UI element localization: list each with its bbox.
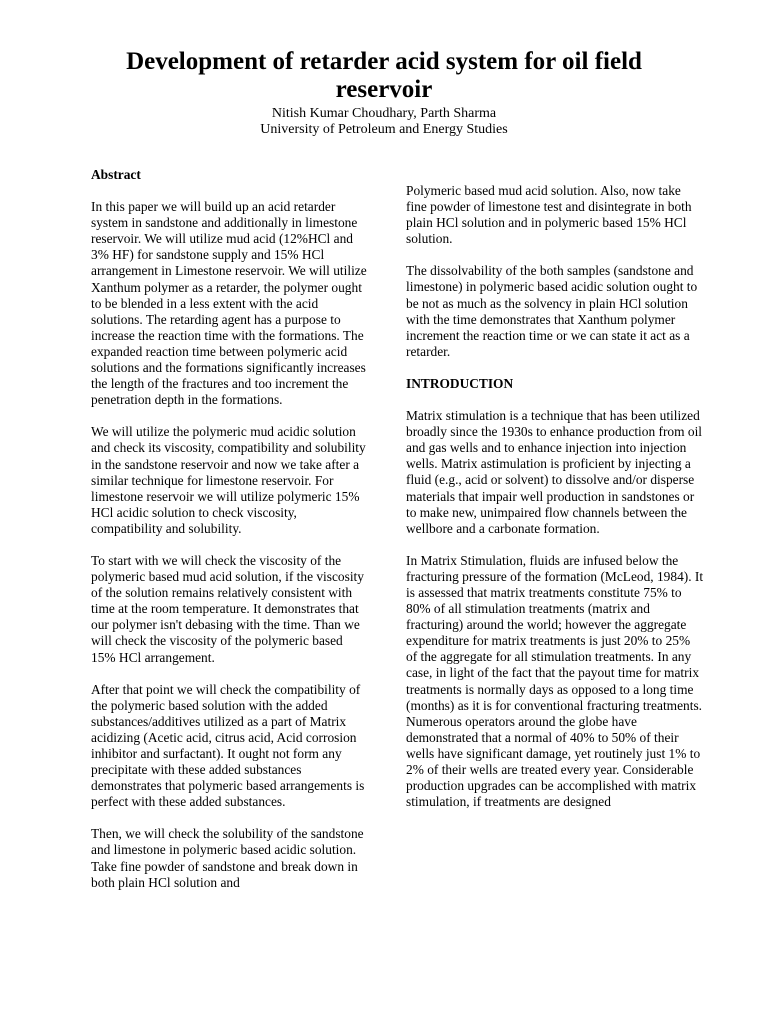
abstract-paragraph-1: In this paper we will build up an acid retarder system in sandstone and additionally in limestone reservoir. We will utilize mud acid (12%HCl and 3% HF) for sandstone supply and 15% HCl arrangement in Limestone reservoir. We will utilize Xanthum polymer as a retarder, the polymer ought to be blended in a less extent with the acid solutions. The retarding agent has a purpose to increase the reaction time with the formations. The expanded reaction time between polymeric acid solutions and the formations significantly increases the length of the fractures and too increment the penetration depth in the formations. — [91, 199, 367, 408]
left-column — [91, 167, 369, 907]
abstract-heading: Abstract — [91, 167, 141, 182]
introduction-paragraph-2: In Matrix Stimulation, fluids are infused below the fracturing pressure of the formation (McLeod, 1984). It is assessed that matrix treatments constitute 75% to 80% of all stimulation treatments (matrix and fracturing) around the world; however the aggregate expenditure for matrix treatments is just 20% to 25% of the aggregate for all stimulation treatments. In any case, in light of the fact that the payout time for matrix treatments is normally days as opposed to a long time (months) as it is for conventional fracturing treatments. Numerous operators around the globe have demonstrated that a normal of 40% to 50% of their wells have significant damage, yet routinely just 1% to 2% of their wells are treated every year. Considerable production upgrades can be accomplished with matrix stimulation, if treatments are designed — [406, 552, 704, 810]
paper-authors: Nitish Kumar Choudhary, Parth Sharma — [271, 106, 497, 121]
introduction-paragraph-1: Matrix stimulation is a technique that has been utilized broadly since the 1930s to enhance production from oil and gas wells and to enhance injection into injection wells. Matrix astimulation is proficient by injecting a fluid (e.g., acid or solvent) to dissolve and/or disperse materials that impair well production in sandstones or to make new, unimpaired flow channels between the wellbore and a carbonate formation. — [406, 408, 703, 536]
abstract-paragraph-5: Then, we will check the solubility of the sandstone and limestone in polymeric based acidic solution. Take fine powder of sandstone and break down in both plain HCl solution and — [91, 826, 364, 890]
abstract-paragraph-3: To start with we will check the viscosity of the polymeric based mud acid solution, if the viscosity of the solution remains relatively consistent with time at the room temperature. It demonstrates that our polymer isn't debasing with the time. Than we will check the viscosity of the polymeric based 15% HCl arrangement. — [91, 552, 364, 665]
abstract-paragraph-7: The dissolvability of the both samples (sandstone and limestone) in polymeric based acidic solution ought to be not as much as the solvency in plain HCl solution with the time demonstrates that Xanthum polymer increment the reaction time or we can state it act as a retarder. — [406, 263, 698, 359]
right-column — [406, 183, 704, 826]
paper-affiliation: University of Petroleum and Energy Studies — [260, 122, 508, 137]
abstract-paragraph-4: After that point we will check the compatibility of the polymeric based solution with the added substances/additives utilized as a part of Matrix acidizing (Acetic acid, citrus acid, Acid corrosion inhibitor and surfactant). It ought not form any precipitate with these added substances demonstrates that polymeric based arrangements is perfect with these added substances. — [91, 681, 365, 810]
abstract-paragraph-2: We will utilize the polymeric mud acidic solution and check its viscosity, compatibility and solubility in the sandstone reservoir and now we take after a similar technique for limestone reservoir. For limestone reservoir we will utilize polymeric 15% HCl acidic solution to check viscosity, compatibility and solubility. — [91, 424, 366, 536]
paper-header — [80, 48, 688, 138]
paper-title: Development of retarder acid system for oil field reservoir — [126, 48, 642, 103]
abstract-paragraph-6: Polymeric based mud acid solution. Also, now take fine powder of limestone test and disintegrate in both plain HCl solution and in polymeric based 15% HCl solution. — [406, 183, 692, 247]
introduction-heading: INTRODUCTION — [406, 375, 514, 391]
